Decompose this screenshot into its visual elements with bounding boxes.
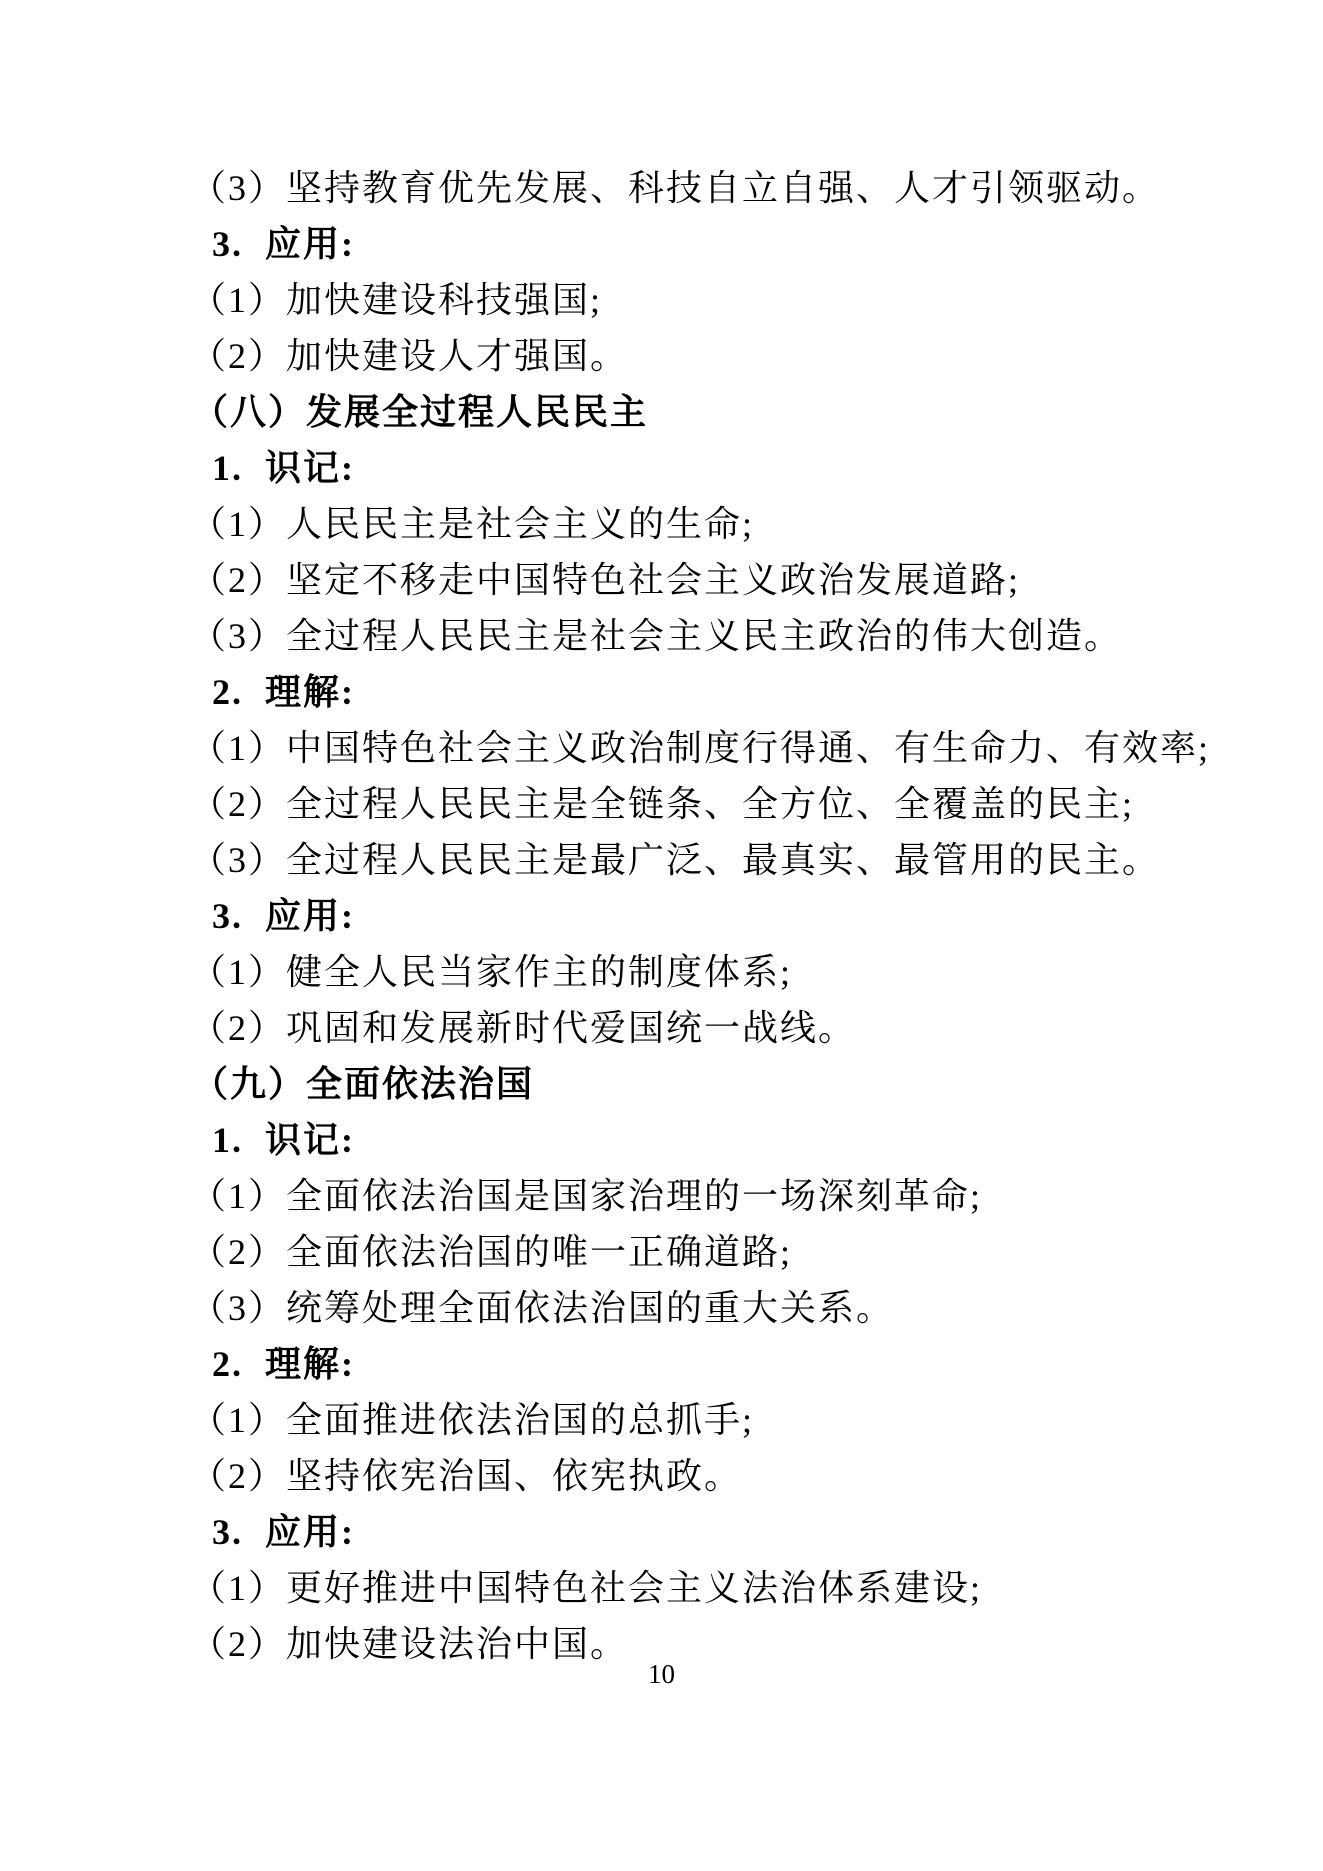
text-line: （2）巩固和发展新时代爱国统一战线。 [190,1008,857,1048]
page-number: 10 [648,1659,675,1689]
text-line: 1. 识记: [212,448,355,488]
text-line: （1）全面推进依法治国的总抓手; [190,1400,755,1440]
text-line: 3. 应用: [212,896,355,936]
text-line: 1. 识记: [212,1120,355,1160]
text-line: （3）全过程人民民主是最广泛、最真实、最管用的民主。 [190,840,1161,880]
text-line: （1）加快建设科技强国; [190,280,603,320]
text-line: （1）健全人民当家作主的制度体系; [190,952,793,992]
text-line: （2）加快建设法治中国。 [190,1624,629,1664]
text-line: （3）统筹处理全面依法治国的重大关系。 [190,1288,895,1328]
text-line: 3. 应用: [212,1512,355,1552]
text-line: （2）加快建设人才强国。 [190,336,629,376]
text-line: 3. 应用: [212,224,355,264]
text-line: （1）更好推进中国特色社会主义法治体系建设; [190,1568,983,1608]
text-line: （2）全面依法治国的唯一正确道路; [190,1232,793,1272]
section-heading: （九）全面依法治国 [192,1064,535,1104]
page-content [190,160,1263,1672]
text-line: （1）全面依法治国是国家治理的一场深刻革命; [190,1176,983,1216]
text-line: （1）人民民主是社会主义的生命; [190,504,755,544]
section-heading: （八）发展全过程人民民主 [192,392,649,432]
text-line: （2）全过程人民民主是全链条、全方位、全覆盖的民主; [190,784,1135,824]
text-line: （3）坚持教育优先发展、科技自立自强、人才引领驱动。 [190,168,1161,208]
text-line: 2. 理解: [212,1344,355,1384]
text-line: （2）坚定不移走中国特色社会主义政治发展道路; [190,560,1021,600]
text-line: （2）坚持依宪治国、依宪执政。 [190,1456,743,1496]
text-line: （3）全过程人民民主是社会主义民主政治的伟大创造。 [190,616,1123,656]
text-line: 2. 理解: [212,672,355,712]
text-line: （1）中国特色社会主义政治制度行得通、有生命力、有效率; [190,728,1211,768]
